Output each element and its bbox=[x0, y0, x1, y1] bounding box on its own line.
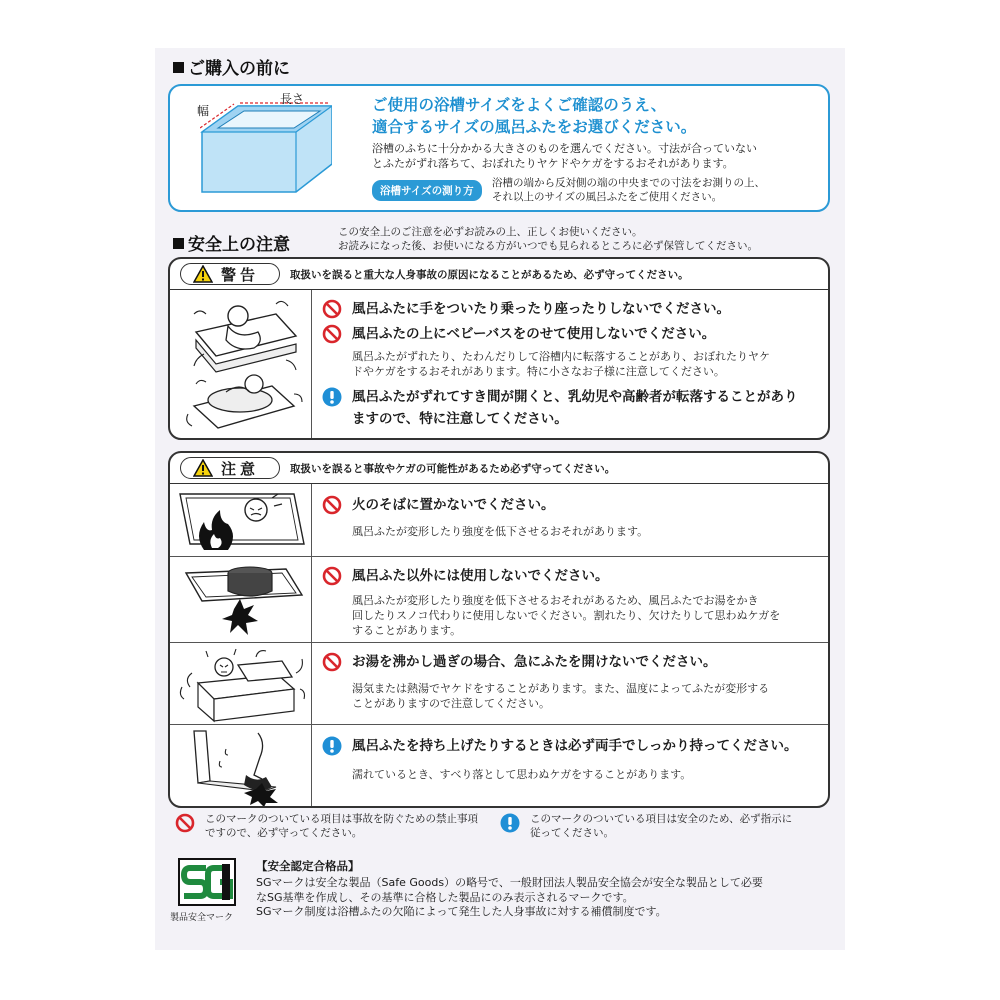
purchase-section-title: ご購入の前に bbox=[173, 54, 290, 79]
caution-box bbox=[168, 451, 830, 808]
caution-row: 火のそばに置かないでください。 風呂ふたが変形したり強度を低下させるおそれがあります。 bbox=[170, 484, 828, 557]
warning-header bbox=[170, 259, 828, 290]
child-on-lid-illustration bbox=[176, 294, 306, 434]
caution-description: 取扱いを誤ると事故やケガの可能性があるため必ず守ってください。 bbox=[290, 463, 616, 475]
caution-row: 風呂ふたを持ち上げたりするときは必ず両手でしっかり持ってください。 濡れているとき、すべり落として思わぬケガをすることがあります。 bbox=[170, 725, 828, 808]
caution-row: お湯を沸かし過ぎの場合、急にふたを開けないでください。 湯気または熱湯でヤケドをすることがあります。また、温度によってふたが変形する ことがありますので注意してください。 bbox=[170, 643, 828, 725]
instruction-icon bbox=[322, 387, 342, 407]
warning-description: 取扱いを誤ると重大な人身事故の原因になることがあるため、必ず守ってください。 bbox=[290, 269, 689, 281]
caution-illustration-cell bbox=[170, 725, 312, 808]
caution-header bbox=[170, 453, 828, 484]
dropped-lid-illustration bbox=[176, 729, 306, 807]
purchase-headline: ご使用の浴槽サイズをよくご確認のうえ、 適合するサイズの風呂ふたをお選びください。 bbox=[372, 96, 697, 136]
prohibit-icon bbox=[322, 652, 342, 672]
safety-intro-text: この安全上のご注意を必ずお読みの上、正しくお使いください。 お読みになった後、お使いになる方がいつでも見られるところに必ず保管してください。 bbox=[338, 226, 758, 252]
instruction-icon bbox=[500, 813, 520, 833]
warning-box bbox=[168, 257, 830, 440]
purchase-body-text: 浴槽のふちに十分かかる大きさのものを選んでください。寸法が合っていない とふたがずれ落ちて、おぼれたりヤケドやケガをするおそれがあります。 bbox=[372, 142, 757, 170]
measure-method-badge: 浴槽サイズの測り方 bbox=[372, 180, 482, 201]
warning-tab: 警告 bbox=[180, 263, 280, 285]
caution-illustration-cell bbox=[170, 643, 312, 724]
prohibit-icon bbox=[322, 566, 342, 586]
prohibit-icon bbox=[322, 495, 342, 515]
length-label: 長さ bbox=[280, 92, 305, 106]
caution-triangle-icon bbox=[193, 459, 213, 477]
steam-burn-illustration bbox=[176, 647, 306, 723]
width-label: 幅 bbox=[197, 104, 210, 118]
fire-near-lid-illustration bbox=[176, 488, 306, 554]
prohibit-icon bbox=[322, 324, 342, 344]
instruction-icon bbox=[322, 736, 342, 756]
caution-tab: 注意 bbox=[180, 457, 280, 479]
caution-illustration-cell bbox=[170, 484, 312, 556]
sg-mark-logo bbox=[178, 858, 236, 906]
lid-misuse-illustration bbox=[176, 561, 306, 641]
measure-method-text: 浴槽の端から反対側の端の中央までの寸法をお測りの上、 それ以上のサイズの風呂ふたをご使用ください。 bbox=[492, 177, 765, 203]
safety-section-title: 安全上の注意 bbox=[173, 230, 290, 255]
caution-row: 風呂ふた以外には使用しないでください。 風呂ふたが変形したり強度を低下させるおそれがあるため、風呂ふたでお湯をかき 回したりスノコ代わりに使用しないでください。割れたり、欠けたりして思わぬケガを することがあります。 bbox=[170, 557, 828, 643]
warning-triangle-icon bbox=[193, 265, 213, 283]
sg-description: SGマークは安全な製品（Safe Goods）の略号で、一般財団法人製品安全協会が安全な製品として必要 なSG基準を作成し、その基準に合格した製品にのみ表示されるマークです。 SGマーク制度は浴槽ふたの欠陥によって発生した人身事故に対する補償制度です。 bbox=[256, 876, 763, 918]
prohibit-icon bbox=[175, 813, 195, 833]
prohibit-icon bbox=[322, 299, 342, 319]
warning-illustration-cell bbox=[170, 290, 312, 440]
bathtub-size-illustration bbox=[200, 102, 332, 194]
caution-illustration-cell bbox=[170, 557, 312, 642]
sg-certified-title: 【安全認定合格品】 bbox=[256, 859, 360, 873]
sg-mark-caption: 製品安全マーク bbox=[170, 913, 234, 923]
warning-row: 風呂ふたに手をついたり乗ったり座ったりしないでください。 風呂ふたの上にベビーバスをのせて使用しないでください。 風呂ふたがずれたり、たわんだりして浴槽内に転落することがあり、おぼれたりヤケ ドやケガをするおそれがあります。特に小さなお子様に注意してください。 風呂ふたがずれてすき間が開くと、乳幼児や高齢者が転落することがあり ますので、特に注意してください。 bbox=[170, 290, 828, 440]
